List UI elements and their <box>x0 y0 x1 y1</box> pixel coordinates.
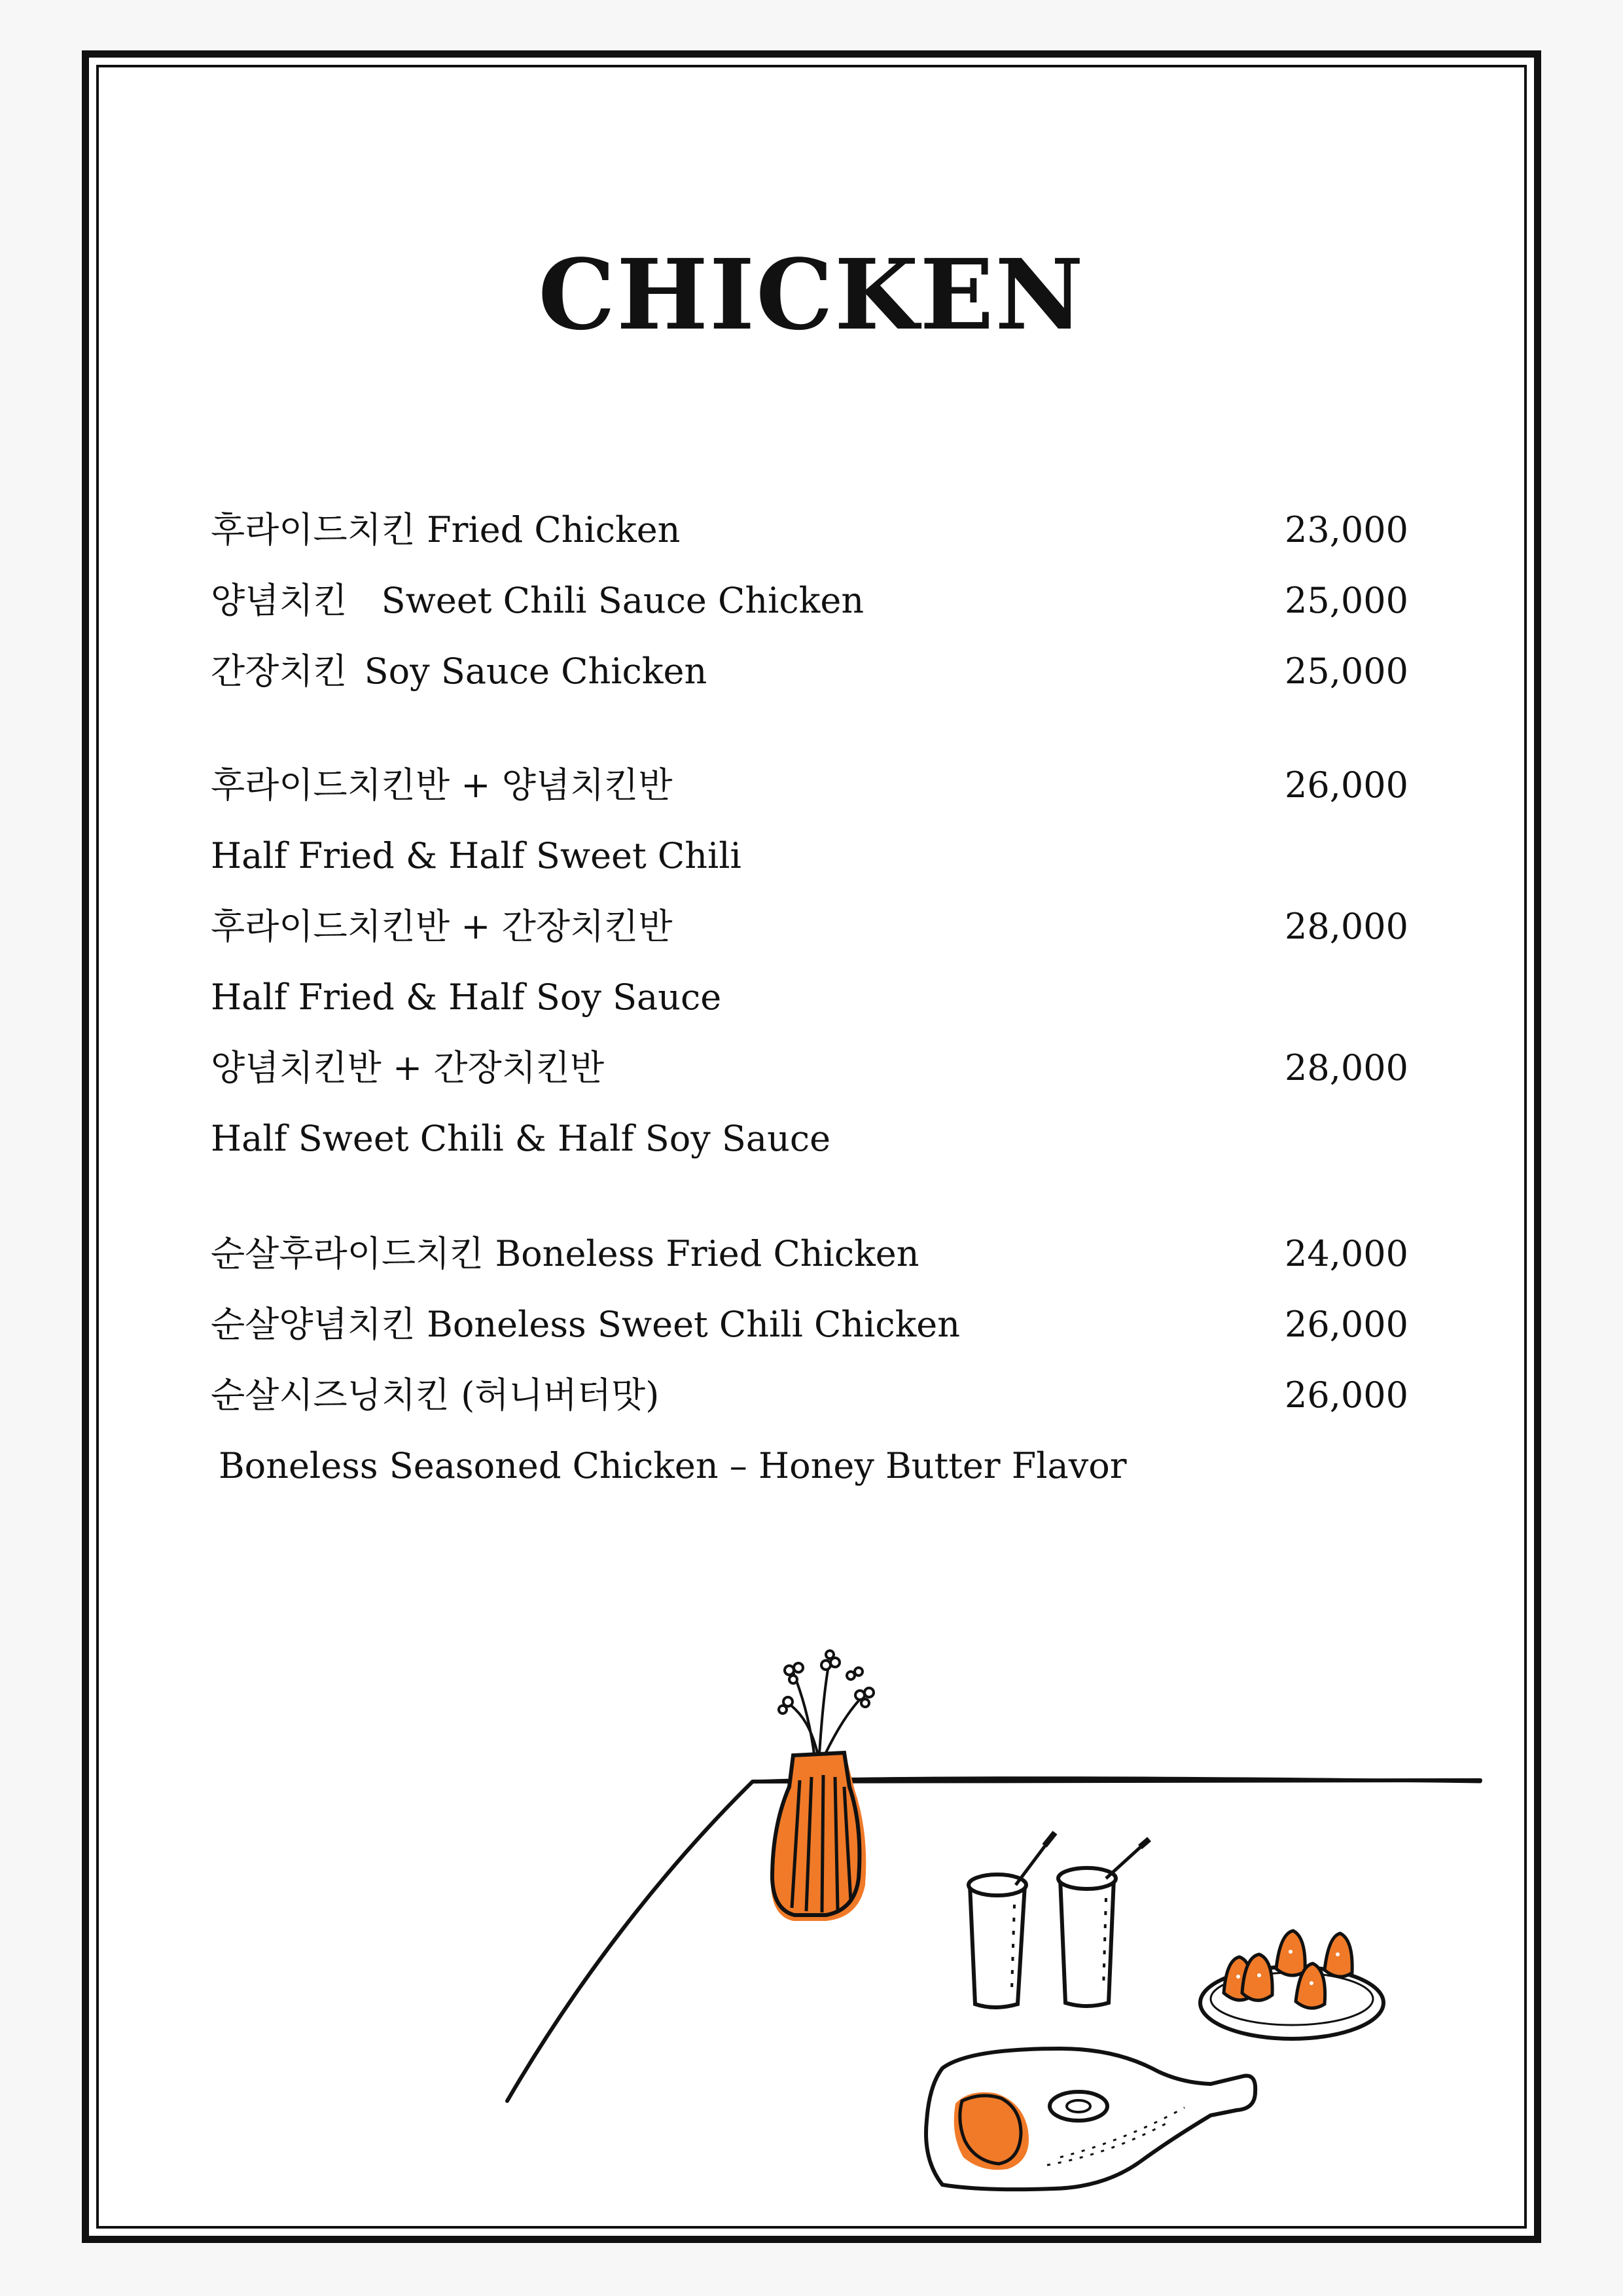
menu-title: CHICKEN <box>538 238 1085 351</box>
item-price: 24,000 <box>1285 1233 1408 1274</box>
item-name-en: Soy Sauce Chicken <box>364 651 707 692</box>
item-name-en: Boneless Seasoned Chicken – Honey Butter Flavor <box>219 1445 1127 1486</box>
item-name-ko: 후라이드치킨반 + 양념치킨반 <box>211 764 673 806</box>
vase-icon <box>771 1651 874 1921</box>
strawberry-plate-icon <box>1200 1931 1383 2039</box>
item-name-ko: 양념치킨반 + 간장치킨반 <box>211 1047 605 1088</box>
item-price: 28,000 <box>1285 906 1408 947</box>
item-price: 23,000 <box>1285 509 1408 550</box>
item-name-ko: 순살양념치킨 <box>211 1304 416 1345</box>
item-price: 25,000 <box>1285 580 1408 621</box>
item-name-ko: 순살후라이드치킨 <box>211 1233 484 1274</box>
item-name-ko: 후라이드치킨 <box>211 509 416 550</box>
item-price: 26,000 <box>1285 1304 1408 1345</box>
item-name-en: Fried Chicken <box>427 509 681 550</box>
item-name-en: Half Fried & Half Sweet Chili <box>211 835 741 876</box>
item-name-en: Sweet Chili Sauce Chicken <box>381 580 865 621</box>
item-name-en: Boneless Sweet Chili Chicken <box>427 1304 961 1345</box>
item-price: 25,000 <box>1285 651 1408 692</box>
item-price: 26,000 <box>1285 764 1408 806</box>
cutting-board-icon <box>926 2049 1255 2189</box>
item-name-en: Boneless Fried Chicken <box>495 1233 919 1274</box>
item-name-en: Half Fried & Half Soy Sauce <box>211 977 722 1018</box>
item-price: 26,000 <box>1285 1374 1408 1416</box>
item-name-ko: 간장치킨 <box>211 651 348 692</box>
cups-icon <box>969 1833 1149 2007</box>
item-price: 28,000 <box>1285 1047 1408 1088</box>
item-name-ko: 양념치킨 <box>211 580 348 621</box>
item-name-ko: 후라이드치킨반 + 간장치킨반 <box>211 906 673 947</box>
item-name-ko: 순살시즈닝치킨 (허니버터맛) <box>211 1374 660 1416</box>
item-name-en: Half Sweet Chili & Half Soy Sauce <box>211 1118 831 1159</box>
